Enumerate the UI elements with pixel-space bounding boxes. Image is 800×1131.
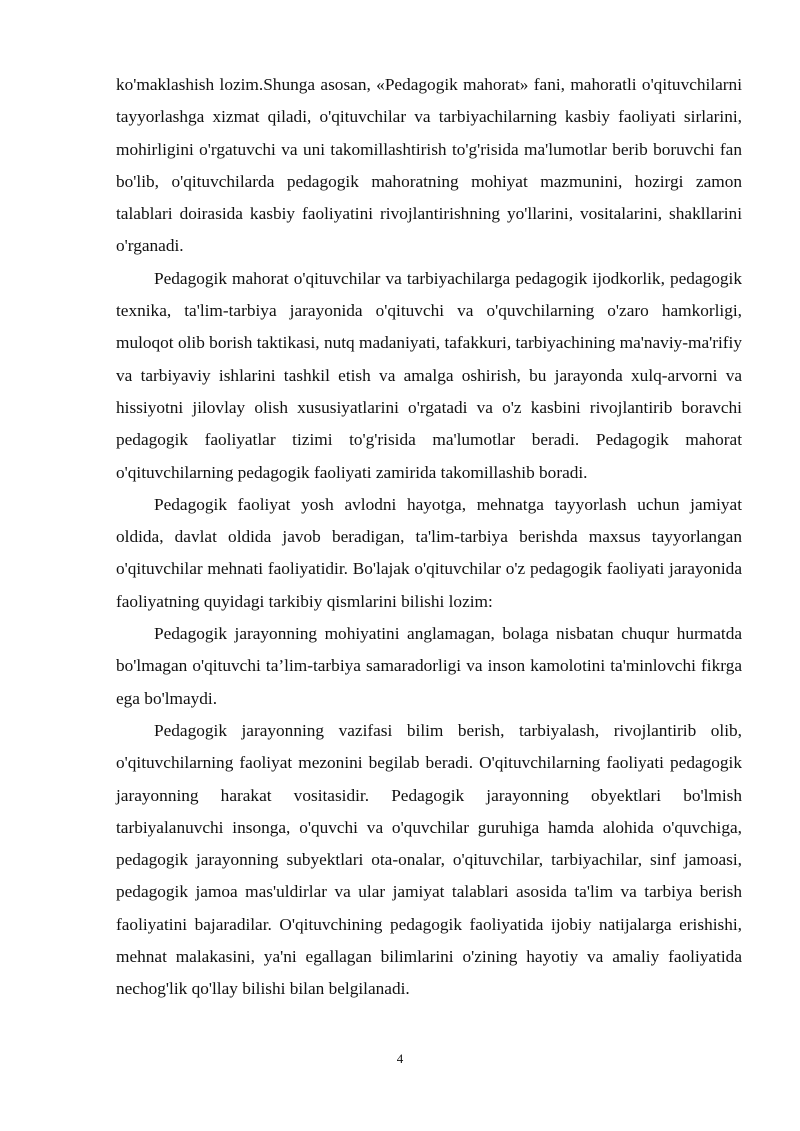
document-body — [116, 69, 742, 1006]
paragraph: Pedagogik mahorat o'qituvchilar va tarbiyachilarga pedagogik ijodkorlik, pedagogik texnika, ta'lim-tarbiya jarayonida o'qituvchi va o'quvchilarning o'zaro hamkorligi, muloqot olib borish taktikasi, nutq madaniyati, tafakkuri, tarbiyachining ma'naviy-ma'rifiy va tarbiyaviy ishlarini tashkil etish va amalga oshirish, bu jarayonda xulq-arvorni va hissiyotni jilovlay olish xususiyatlarini o'rgatadi va o'z kasbini rivojlantirib boravchi pedagogik faoliyatlar tizimi to'g'risida ma'lumotlar beradi. Pedagogik mahorat o'qituvchilarning pedagogik faoliyati zamirida takomillashib boradi. — [116, 268, 742, 482]
paragraph-continuation: ko'maklashish lozim.Shunga asosan, «Pedagogik mahorat» fani, mahoratli o'qituvchilarni tayyorlashga xizmat qiladi, o'qituvchilar va tarbiyachilarning kasbiy faoliyati sirlarini, mohirligini o'rgatuvchi va uni takomillashtirish to'g'risida ma'lumotlar berib boruvchi fan bo'lib, o'qituvchilarda pedagogik mahoratning mohiyat mazmunini, hozirgi zamon talablari doirasida kasbiy faoliyatini rivojlantirishning yo'llarini, vositalarini, shakllarini o'rganadi. — [116, 75, 742, 256]
paragraph: Pedagogik faoliyat yosh avlodni hayotga, mehnatga tayyorlash uchun jamiyat oldida, davlat oldida javob beradigan, ta'lim-tarbiya berishda maxsus tayyorlangan o'qituvchilar mehnati faoliyatidir. Bo'lajak o'qituvchilar o'z pedagogik faoliyati jarayonida faoliyatning quyidagi tarkibiy qismlarini bilishi lozim: — [116, 494, 742, 611]
paragraph: Pedagogik jarayonning mohiyatini anglamagan, bolaga nisbatan chuqur hurmatda bo'lmagan o'qituvchi ta’lim-tarbiya samaradorligi va inson kamolotini ta'minlovchi fikrga ega bo'lmaydi. — [116, 624, 742, 708]
paragraph: Pedagogik jarayonning vazifasi bilim berish, tarbiyalash, rivojlantirib olib, o'qituvchilarning faoliyat mezonini begilab beradi. O'qituvchilarning faoliyati pedagogik jarayonning harakat vositasidir. Pedagogik jarayonning obyektlari bo'lmish tarbiyalanuvchi insonga, o'quvchi va o'quvchilar guruhiga hamda alohida o'quvchiga, pedagogik jarayonning subyektlari ota-onalar, o'qituvchilar, tarbiyachilar, sinf jamoasi, pedagogik jamoa mas'uldirlar va ular jamiyat talablari asosida ta'lim va tarbiya berish faoliyatini bajaradilar. O'qituvchining pedagogik faoliyatida ijobiy natijalarga erishishi, mehnat malakasini, ya'ni egallagan bilimlarini o'zining hayotiy va amaliy faoliyatida nechog'lik qo'llay bilishi bilan belgilanadi. — [116, 720, 742, 999]
page-number: 4 — [396, 1051, 404, 1066]
